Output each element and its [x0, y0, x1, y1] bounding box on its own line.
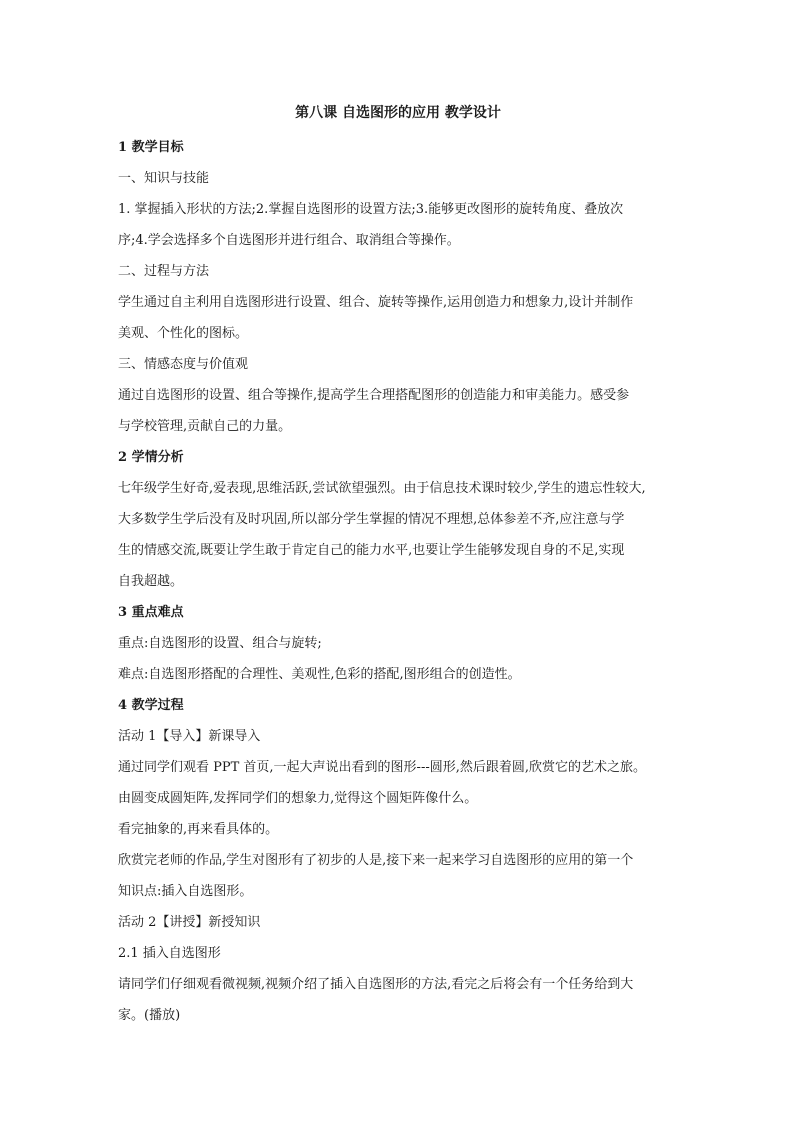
section-heading: 4 教学过程 [118, 698, 184, 713]
paragraph-line: 与学校管理,贡献自己的力量。 [118, 419, 292, 434]
paragraph-line: 由圆变成圆矩阵,发挥同学们的想象力,觉得这个圆矩阵像什么。 [118, 791, 478, 806]
paragraph-line: 看完抽象的,再来看具体的。 [118, 822, 279, 837]
subheading: 活动 1【导入】新课导入 [118, 729, 261, 744]
document-title: 第八课 自选图形的应用 教学设计 [295, 105, 501, 121]
paragraph-line: 美观、个性化的图标。 [118, 326, 249, 341]
subheading: 二、过程与方法 [118, 264, 210, 279]
document-page [118, 103, 678, 1031]
paragraph-line: 大多数学生学后没有及时巩固,所以部分学生掌握的情况不理想,总体参差不齐,应注意与学 [118, 512, 625, 527]
paragraph-line: 七年级学生好奇,爱表现,思维活跃,尝试欲望强烈。由于信息技术课时较少,学生的遗忘性较大, [118, 481, 646, 496]
subheading: 三、情感态度与价值观 [118, 357, 249, 372]
section-heading: 2 学情分析 [118, 450, 184, 465]
paragraph-line: 欣赏完老师的作品,学生对图形有了初步的人是,接下来一起来学习自选图形的应用的第一个 [118, 853, 634, 868]
paragraph-line: 通过自选图形的设置、组合等操作,提高学生合理搭配图形的创造能力和审美能力。感受参 [118, 388, 630, 403]
subheading: 2.1 插入自选图形 [118, 946, 221, 961]
paragraph-line: 序;4.学会选择多个自选图形并进行组合、取消组合等操作。 [118, 233, 460, 248]
subheading: 一、知识与技能 [118, 171, 210, 186]
section-heading: 3 重点难点 [118, 605, 184, 620]
section-heading: 1 教学目标 [118, 140, 184, 155]
paragraph-line: 知识点:插入自选图形。 [118, 884, 253, 899]
paragraph-line: 1. 掌握插入形状的方法;2.掌握自选图形的设置方法;3.能够更改图形的旋转角度、叠放次 [118, 202, 624, 217]
paragraph-line: 自我超越。 [118, 574, 184, 589]
paragraph-line: 通过同学们观看 PPT 首页,一起大声说出看到的图形---圆形,然后跟着圆,欣赏它的艺术之旅。 [118, 760, 647, 775]
paragraph-line: 家。(播放) [118, 1008, 181, 1023]
paragraph-line: 重点:自选图形的设置、组合与旋转; [118, 636, 322, 651]
paragraph-line: 请同学们仔细观看微视频,视频介绍了插入自选图形的方法,看完之后将会有一个任务给到大 [118, 977, 634, 992]
subheading: 活动 2【讲授】新授知识 [118, 915, 261, 930]
paragraph-line: 学生通过自主利用自选图形进行设置、组合、旋转等操作,运用创造力和想象力,设计并制作 [118, 295, 634, 310]
paragraph-line: 难点:自选图形搭配的合理性、美观性,色彩的搭配,图形组合的创造性。 [118, 667, 521, 682]
paragraph-line: 生的情感交流,既要让学生敢于肯定自己的能力水平,也要让学生能够发现自身的不足,实现 [118, 543, 625, 558]
